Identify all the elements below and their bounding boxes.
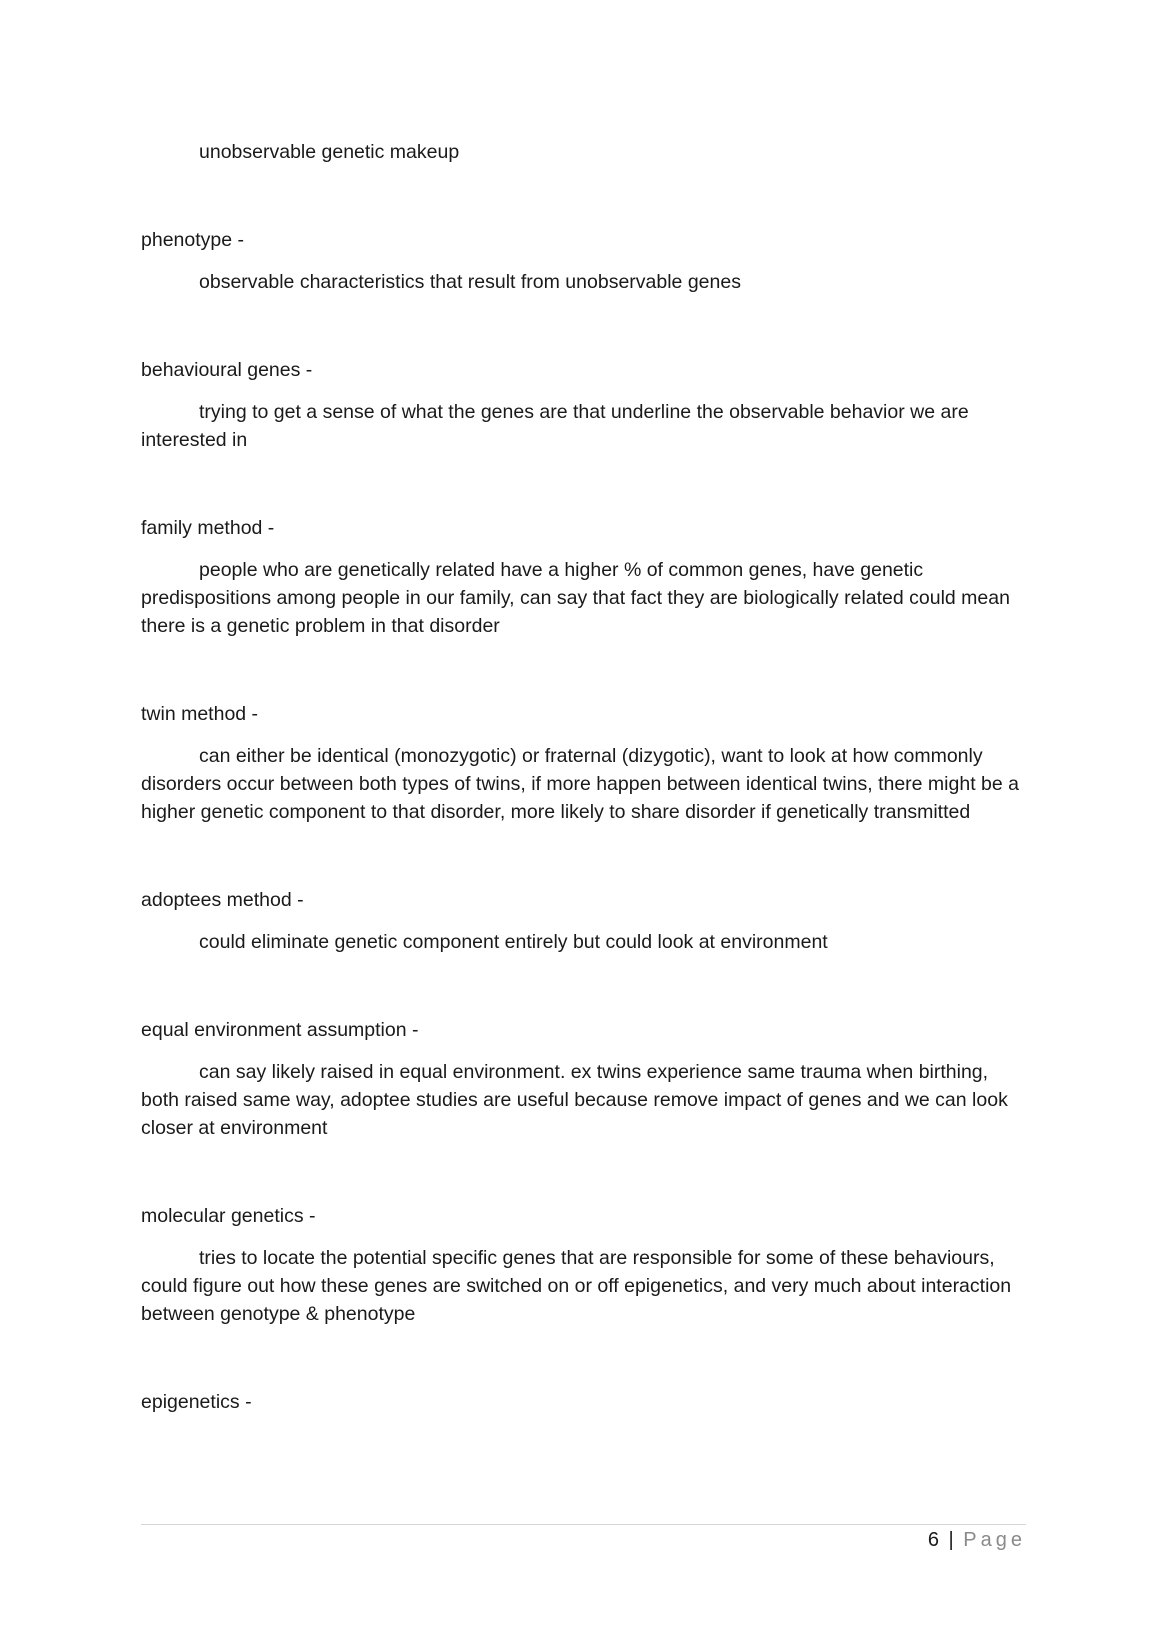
entry-molecular-genetics [141,1202,1026,1328]
term-heading: family method - [141,517,275,539]
footer-separator: | [948,1529,954,1551]
definition-text: can either be identical (monozygotic) or fraternal (dizygotic), want to look at how commonly disorders occur between both types of twins, if more happen between identical twins, there might be a higher genetic component to that disorder, more likely to share disorder if genetically transmitted [141,745,1019,823]
notes-body [141,138,1026,1416]
entry-genotype-continued [141,138,1026,166]
entry-adoptees-method [141,886,1026,956]
term-heading: equal environment assumption - [141,1019,419,1041]
entry-epigenetics [141,1388,1026,1416]
entry-twin-method [141,700,1026,826]
page-footer [928,1526,1026,1554]
definition-text: tries to locate the potential specific genes that are responsible for some of these behaviours, could figure out how these genes are switched on or off epigenetics, and very much about interaction between genotype & phenotype [141,1247,1012,1325]
term-heading: twin method - [141,703,259,725]
definition-text: trying to get a sense of what the genes are that underline the observable behavior we are interested in [141,401,969,451]
term-heading: epigenetics - [141,1391,252,1413]
footer-divider [141,1524,1026,1525]
entry-phenotype [141,226,1026,296]
term-heading: behavioural genes - [141,359,313,381]
entry-equal-environment-assumption [141,1016,1026,1142]
entry-family-method [141,514,1026,640]
definition-text: observable characteristics that result from unobservable genes [199,271,741,293]
definition-text: can say likely raised in equal environment. ex twins experience same trauma when birthing, both raised same way, adoptee studies are useful because remove impact of genes and we can look closer at environment [141,1061,1008,1139]
definition-text: could eliminate genetic component entirely but could look at environment [199,931,828,953]
page-number: 6 [927,1529,939,1551]
term-heading: molecular genetics - [141,1205,316,1227]
page-label: Page [963,1529,1026,1551]
term-heading: adoptees method - [141,889,304,911]
entry-behavioural-genes [141,356,1026,454]
definition-text: people who are genetically related have a higher % of common genes, have genetic predispositions among people in our family, can say that fact they are biologically related could mean there is a genetic problem in that disorder [141,559,1010,637]
definition-text: unobservable genetic makeup [199,141,460,163]
term-heading: phenotype - [141,229,244,251]
